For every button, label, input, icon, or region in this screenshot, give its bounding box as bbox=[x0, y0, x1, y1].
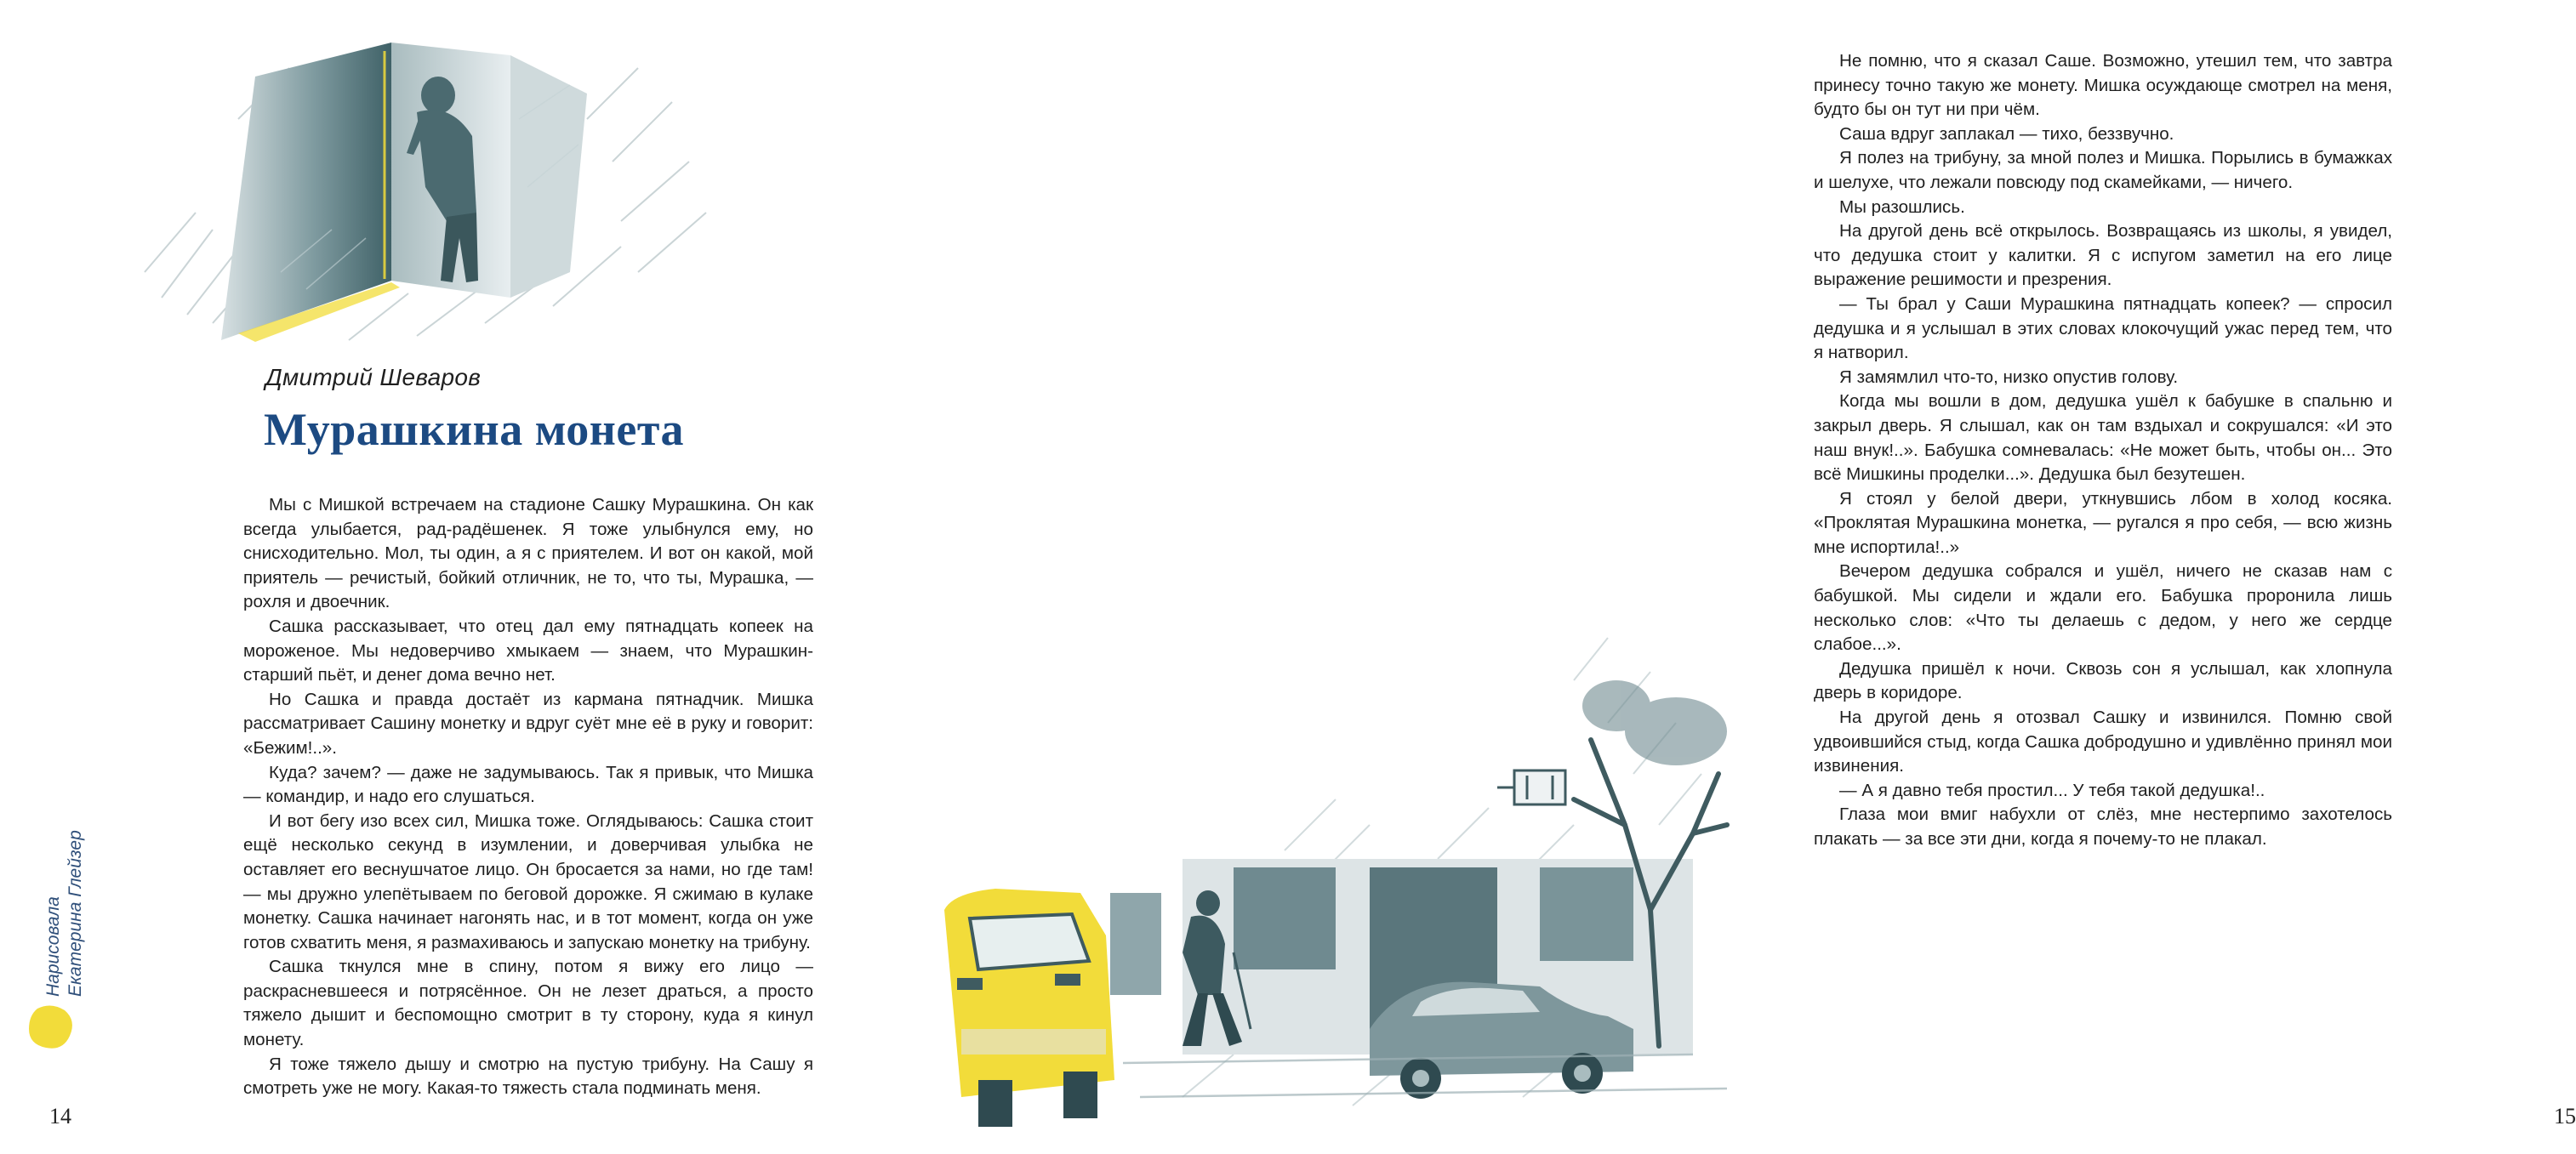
paragraph: Я полез на трибуну, за мной полез и Мишка. Порылись в бумажках и шелухе, что лежали повсюду под скамейками, — ничего. bbox=[1814, 148, 2392, 192]
paragraph: Сашка рассказывает, что отец дал ему пятнадцать копеек на мороженое. Мы недоверчиво хмыкаем — знаем, что Мурашкин-старший пьёт, и денег дома вечно нет. bbox=[243, 616, 813, 685]
paragraph: Глаза мои вмиг набухли от слёз, мне нестерпимо захотелось плакать — за все эти дни, когда я почему-то не плакал. bbox=[1814, 804, 2392, 849]
credit-line: Нарисовала bbox=[43, 896, 63, 997]
page-number: 14 bbox=[49, 1104, 71, 1128]
paragraph: Когда мы вошли в дом, дедушка ушёл к бабушке в спальню и закрыл дверь. Я слышал, как он там вздыхал и сокрушался: «И это наш внук!..». Бабушка сомневалась: «Не может быть, чтобы он... Это всё Мишкины проделки...». Дедушка был безутешен. bbox=[1814, 391, 2392, 485]
yellow-blob-icon bbox=[26, 1003, 75, 1051]
right-page-text bbox=[1814, 49, 2392, 852]
paragraph: На другой день всё открылось. Возвращаясь из школы, я увидел, что дедушка стоит у калитки. Я с испугом заметил на его лице выражение решимости и презрения. bbox=[1814, 221, 2392, 290]
paragraph: Но Сашка и правда достаёт из кармана пятнадчик. Мишка рассматривает Сашину монетку и вдруг суёт мне её в руку и говорит: «Бежим!..». bbox=[243, 689, 813, 758]
credit-line: Екатерина Глейзер bbox=[66, 830, 85, 997]
author-name: Дмитрий Шеваров bbox=[265, 364, 482, 390]
story-title: Мурашкина монета bbox=[264, 404, 685, 455]
paragraph: — Ты брал у Саши Мурашкина пятнадцать копеек? — спросил дедушка и я услышал в этих словах клокочущий ужас перед тем, что я натворил. bbox=[1814, 293, 2392, 363]
paragraph: Сашка ткнулся мне в спину, потом я вижу его лицо — раскрасневшееся и потрясённое. Он не лезет драться, а просто тяжело дышит и беспомощно смотрит в ту сторону, куда я кинул монету. bbox=[243, 957, 813, 1050]
paragraph: Не помню, что я сказал Саше. Возможно, утешил тем, что завтра принесу точно такую же монету. Мишка осуждающе смотрел на меня, будто бы он тут ни при чём. bbox=[1814, 51, 2392, 120]
paragraph: Я стоял у белой двери, уткнувшись лбом в холод косяка. «Проклятая Мурашкина монетка, — ругался я про себя, — всю жизнь мне испортила!..» bbox=[1814, 488, 2392, 557]
paragraph: Дедушка пришёл к ночи. Сквозь сон я услышал, как хлопнула дверь в коридоре. bbox=[1814, 658, 2392, 703]
paragraph: На другой день я отозвал Сашку и извинился. Помню свой удвоившийся стыд, когда Сашка добродушно и удивлённо принял мои извинения. bbox=[1814, 708, 2392, 776]
street-scene-illustration bbox=[927, 553, 1742, 1131]
paragraph: Вечером дедушка собрался и ушёл, ничего не сказав нам с бабушкой. Мы сидели и ждали его. Бабушка проронила лишь несколько слов: «Что ты делаешь с дедом, у него же сердце слабое...». bbox=[1814, 561, 2392, 655]
paragraph: И вот бегу изо всех сил, Мишка тоже. Оглядываюсь: Сашка стоит ещё несколько секунд в изумлении, и доверчивая улыбка не оставляет его веснушчатое лицо. Он бросается за нами, но где там! — мы дружно улепётываем по беговой дорожке. Я сжимаю в кулаке монетку. Сашка начинает нагонять нас, и в тот момент, когда он уже готов схватить меня, я размахиваюсь и запускаю монетку на трибуну. bbox=[243, 810, 813, 952]
paragraph: Мы с Мишкой встречаем на стадионе Сашку Мурашкина. Он как всегда улыбается, рад-радёшенек. Я тоже улыбнулся ему, но снисходительно. Мол, ты один, а я с приятелем. И вот он какой, мой приятель — речистый, бойкий отличник, не то, что ты, Мурашка, — рохля и двоечник. bbox=[243, 495, 813, 612]
boy-at-door-illustration bbox=[111, 17, 740, 357]
paragraph: Я тоже тяжело дышу и смотрю на пустую трибуну. На Сашу я смотреть уже не могу. Какая-то тяжесть стала подминать меня. bbox=[243, 1054, 813, 1099]
paragraph: Саша вдруг заплакал — тихо, беззвучно. bbox=[1839, 123, 2174, 144]
paragraph: Мы разошлись. bbox=[1839, 196, 1965, 217]
page-number: 15 bbox=[2554, 1104, 2576, 1128]
paragraph: Куда? зачем? — даже не задумываюсь. Так я привык, что Мишка — командир, и надо его слушаться. bbox=[243, 762, 813, 807]
left-page-text bbox=[243, 493, 813, 1101]
illustrator-credit bbox=[43, 830, 87, 997]
right-page bbox=[871, 0, 2576, 1154]
paragraph: Я замямлил что-то, низко опустив голову. bbox=[1839, 367, 2179, 387]
left-page bbox=[0, 0, 871, 1154]
paragraph: — А я давно тебя простил... У тебя такой дедушка!.. bbox=[1839, 780, 2265, 800]
